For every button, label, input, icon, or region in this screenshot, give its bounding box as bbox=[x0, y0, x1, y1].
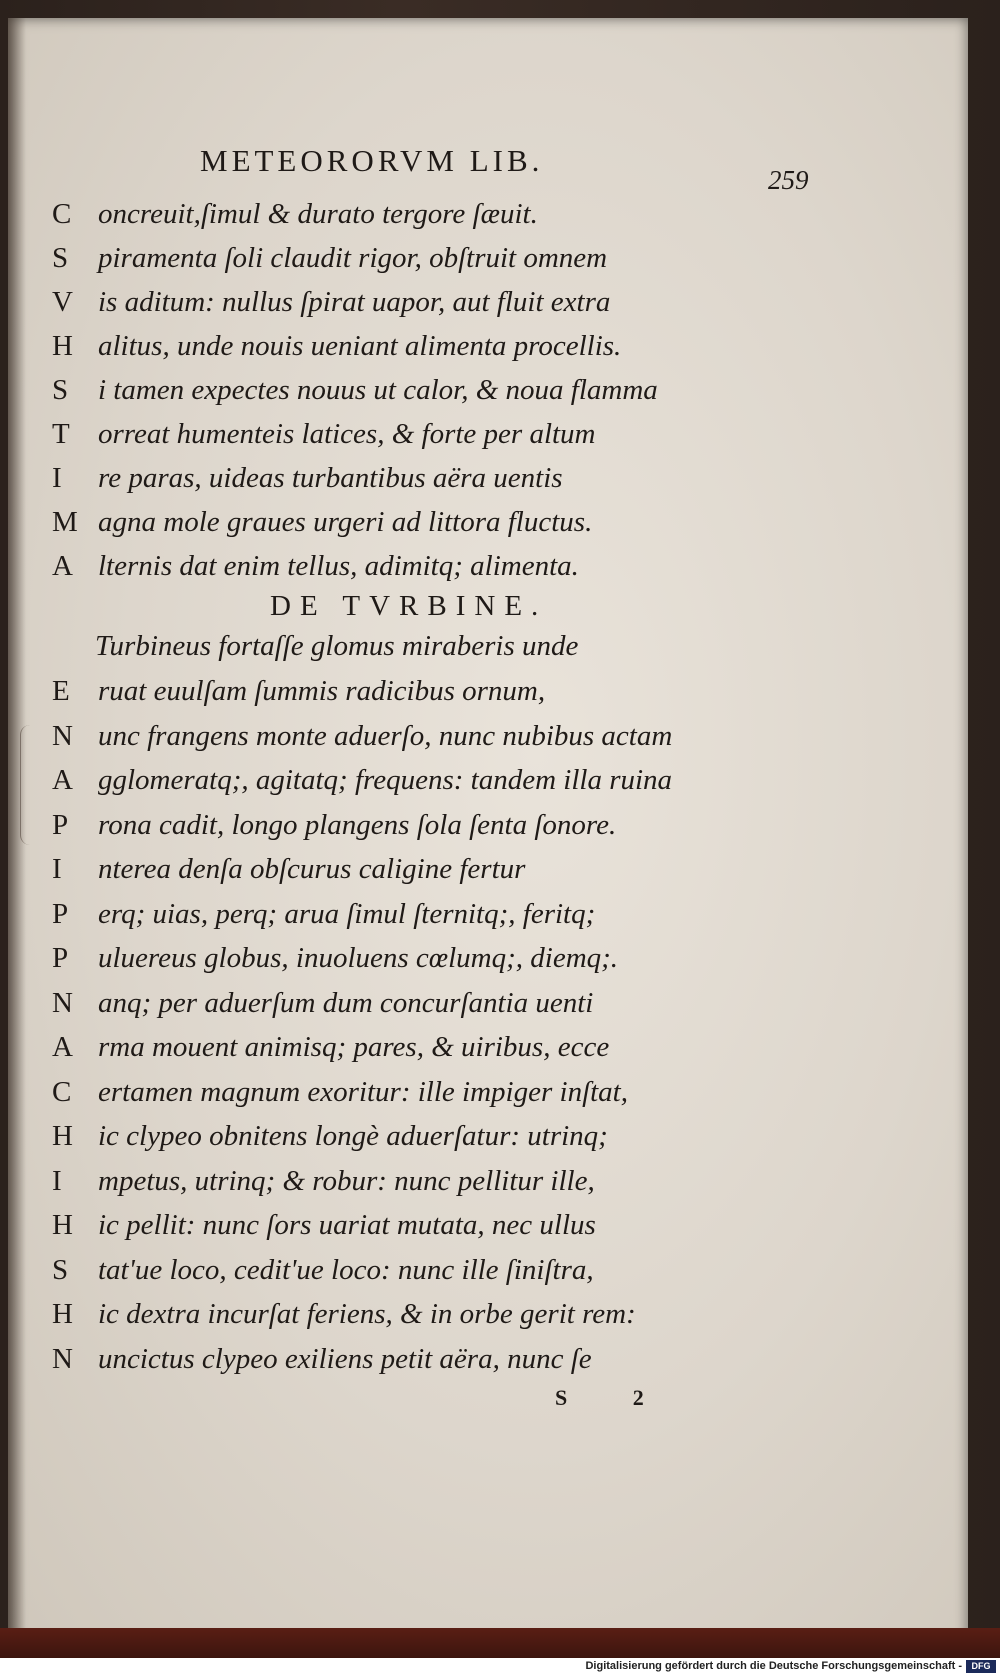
verse-line bbox=[52, 1165, 595, 1205]
initial-capital: E bbox=[52, 675, 70, 707]
initial-capital: P bbox=[52, 897, 69, 930]
verse-line bbox=[52, 720, 672, 760]
verse-text: uncictus clypeo exiliens petit aëra, nunc ſe bbox=[98, 1342, 592, 1375]
verse-text: oncreuit,ſimul & durato tergore ſæuit. bbox=[98, 198, 538, 230]
initial-capital: N bbox=[52, 719, 73, 752]
verse-line bbox=[52, 1120, 608, 1160]
verse-text: ic pellit: nunc ſors uariat mutata, nec ullus bbox=[98, 1209, 596, 1241]
initial-capital: N bbox=[52, 986, 73, 1019]
verse-text: anq; per aduerſum dum concurſantia uenti bbox=[98, 986, 594, 1019]
initial-capital: A bbox=[52, 764, 73, 796]
verse-text: nterea denſa obſcurus caligine fertur bbox=[98, 853, 526, 885]
initial-capital: C bbox=[52, 198, 72, 230]
footer-credit: Digitalisierung gefördert durch die Deutsche Forschungsgemeinschaft - bbox=[585, 1660, 962, 1672]
initial-capital: C bbox=[52, 1075, 72, 1108]
verse-line bbox=[52, 1031, 609, 1071]
verse-line bbox=[52, 675, 545, 715]
verse-text: alitus, unde nouis ueniant alimenta procellis. bbox=[98, 330, 622, 362]
verse-text: unc frangens monte aduerſo, nunc nubibus actam bbox=[98, 719, 673, 752]
verse-line bbox=[52, 1076, 628, 1116]
verse-line bbox=[52, 764, 672, 804]
initial-capital: S bbox=[52, 374, 69, 406]
verse-text: erq; uias, perq; arua ſimul ſternitq;, feritq; bbox=[98, 897, 596, 930]
section-heading: DE TVRBINE. bbox=[270, 590, 548, 622]
verse-text: mpetus, utrinq; & robur: nunc pellitur ille, bbox=[98, 1164, 595, 1197]
initial-capital: H bbox=[52, 1120, 73, 1152]
verse-text: is aditum: nullus ſpirat uapor, aut fluit extra bbox=[98, 286, 611, 318]
initial-capital: P bbox=[52, 942, 69, 974]
verse-line bbox=[52, 1254, 594, 1294]
verse-line bbox=[52, 418, 596, 458]
verse-text: ruat euulſam ſummis radicibus ornum, bbox=[98, 675, 546, 707]
initial-capital: I bbox=[52, 462, 62, 494]
verse-line bbox=[52, 286, 610, 326]
verse-text: orreat humenteis latices, & forte per altum bbox=[98, 418, 596, 450]
verse-text: ic clypeo obnitens longè aduerſatur: utrinq; bbox=[98, 1120, 608, 1152]
verse-text: ic dextra incurſat feriens, & in orbe gerit rem: bbox=[98, 1298, 636, 1330]
verse-line bbox=[52, 987, 593, 1027]
initial-capital: S bbox=[52, 1253, 69, 1286]
verse-text: ertamen magnum exoritur: ille impiger inſtat, bbox=[98, 1075, 628, 1108]
verse-text: i tamen expectes nouus ut calor, & noua flamma bbox=[98, 374, 658, 406]
initial-capital: H bbox=[52, 1209, 73, 1241]
verse-line bbox=[52, 198, 538, 238]
verse-text: piramenta ſoli claudit rigor, obſtruit omnem bbox=[98, 242, 608, 274]
verse-line bbox=[52, 1298, 636, 1338]
initial-capital: P bbox=[52, 808, 69, 841]
signature-mark: S 2 bbox=[555, 1385, 674, 1410]
initial-capital: N bbox=[52, 1342, 73, 1375]
indented-verse-line: Turbineus fortaſſe glomus miraberis unde bbox=[95, 630, 579, 662]
verse-text: uluereus globus, inuoluens cœlumq;, diemq;. bbox=[98, 942, 619, 974]
verse-line bbox=[52, 550, 579, 590]
initial-capital: V bbox=[52, 286, 73, 318]
margin-mark bbox=[20, 725, 31, 845]
verse-line bbox=[52, 462, 563, 502]
dfg-logo: DFG bbox=[966, 1660, 996, 1673]
verse-text: re paras, uideas turbantibus aëra uentis bbox=[98, 462, 563, 494]
verse-line bbox=[52, 942, 618, 982]
verse-text: agna mole graues urgeri ad littora fluctus. bbox=[98, 506, 593, 538]
verse-line bbox=[52, 853, 525, 893]
initial-capital: H bbox=[52, 330, 73, 362]
verse-line bbox=[52, 809, 616, 849]
initial-capital: I bbox=[52, 853, 62, 885]
running-head: METEORORVM LIB. bbox=[200, 143, 544, 178]
verse-text: rona cadit, longo plangens ſola ſenta ſonore. bbox=[98, 808, 617, 841]
verse-text: lternis dat enim tellus, adimitq; alimenta. bbox=[98, 550, 579, 582]
page-number: 259 bbox=[768, 165, 809, 195]
verse-line bbox=[52, 898, 595, 938]
verse-line bbox=[52, 242, 607, 282]
verse-line bbox=[52, 1209, 596, 1249]
verse-text: gglomeratq;, agitatq; frequens: tandem illa ruina bbox=[98, 764, 673, 796]
initial-capital: H bbox=[52, 1298, 73, 1330]
verse-text: tat'ue loco, cedit'ue loco: nunc ille ſiniſtra, bbox=[98, 1253, 594, 1286]
verse-line bbox=[52, 506, 592, 546]
initial-capital: I bbox=[52, 1164, 62, 1197]
verse-line bbox=[52, 374, 658, 414]
verse-text: rma mouent animisq; pares, & uiribus, ecce bbox=[98, 1031, 610, 1063]
initial-capital: M bbox=[52, 506, 78, 538]
initial-capital: A bbox=[52, 550, 73, 582]
verse-line bbox=[52, 1343, 592, 1383]
initial-capital: A bbox=[52, 1031, 73, 1063]
scan-bottom-band bbox=[0, 1628, 1000, 1660]
initial-capital: S bbox=[52, 242, 69, 274]
verse-line bbox=[52, 330, 621, 370]
initial-capital: T bbox=[52, 418, 70, 450]
